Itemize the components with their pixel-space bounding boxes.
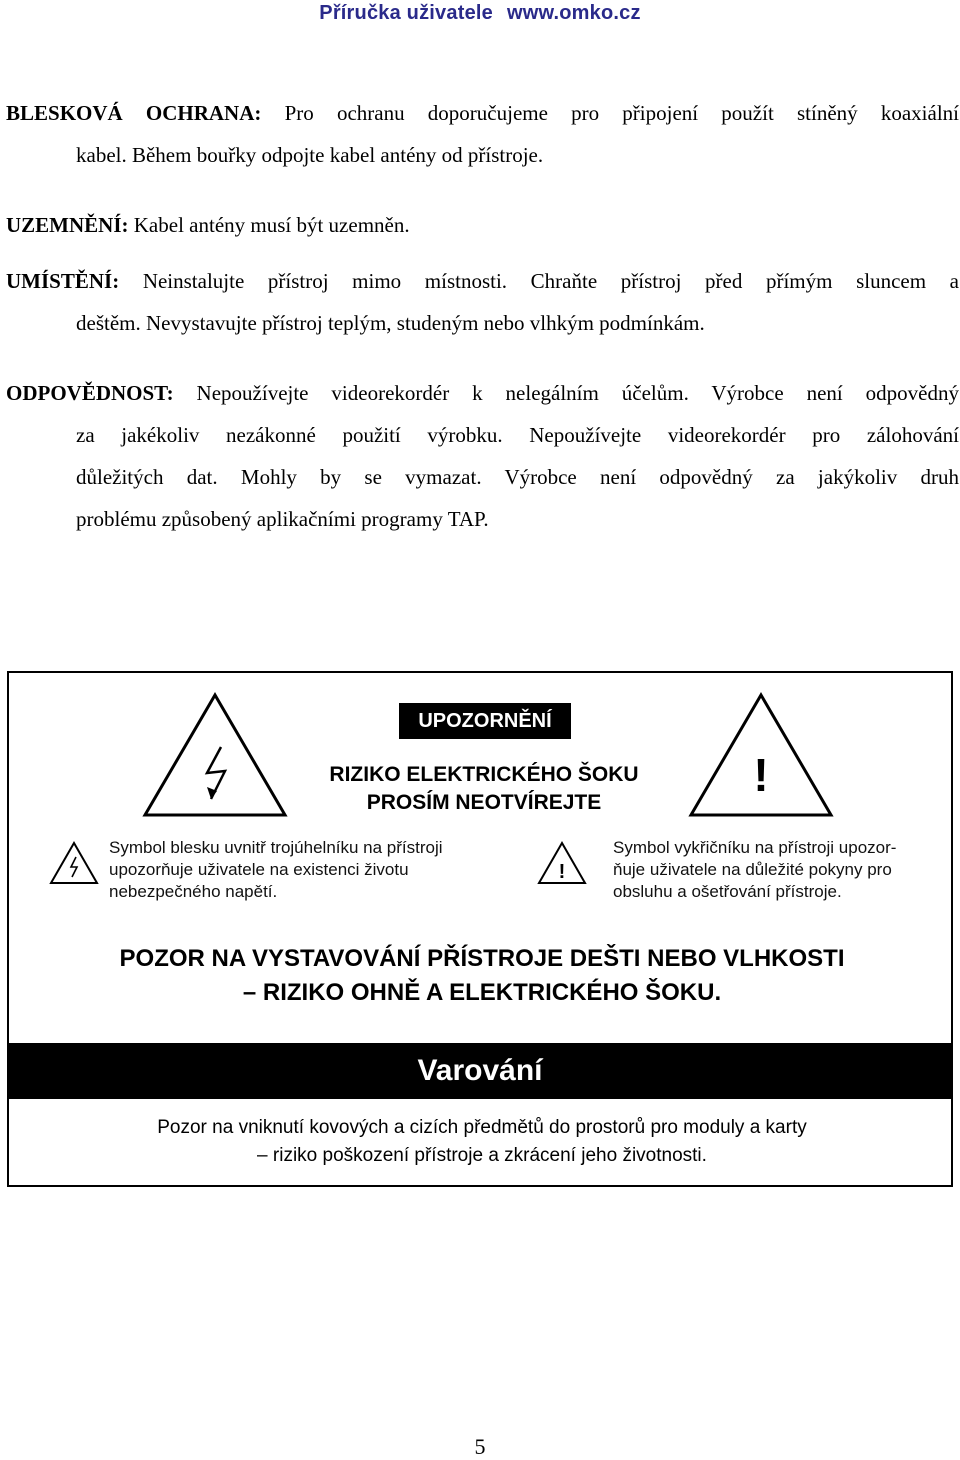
page-number: 5 (474, 1434, 486, 1459)
warning-label (7, 671, 953, 1187)
exclamation-glyph: ! (753, 749, 769, 801)
lightning-symbol-text: Symbol blesku uvnitř trojúhelníku na přístroji upozorňuje uživatele na existenci životu nebezpečného napětí. (109, 838, 443, 901)
section-lightning-protection (6, 92, 959, 176)
pozor-line-2: – RIZIKO OHNĚ A ELEKTRICKÉHO ŠOKU. (242, 979, 722, 1006)
pozor-line-1: POZOR NA VYSTAVOVÁNÍ PŘÍSTROJE DEŠTI NEBO VLHKOSTI (119, 945, 845, 972)
bottom-line-2: – riziko poškození přístroje a zkrácení jeho životnosti. (257, 1145, 707, 1166)
section-label: UZEMNĚNÍ: (6, 213, 129, 237)
section-label: ODPOVĚDNOST: (6, 381, 174, 405)
section-label: BLESKOVÁ OCHRANA: (6, 101, 262, 125)
varovani-bar: Varování (9, 1043, 951, 1099)
exclamation-warning-icon (687, 691, 835, 819)
warning-title: UPOZORNĚNÍ (399, 703, 571, 739)
section-grounding (6, 204, 959, 246)
svg-text:!: ! (558, 861, 566, 883)
small-exclamation-icon (537, 841, 587, 885)
page-header (0, 2, 960, 25)
section-line: UMÍSTĚNÍ: Neinstalujte přístroj mimo místnosti. Chraňte přístroj před přímým sluncem a (6, 269, 959, 293)
exclamation-symbol-text: Symbol vykřičníku na přístroji upozor- ňuje uživatele na důležité pokyny pro obsluhu a ošetřování přístroje. (613, 838, 897, 901)
section-label: UMÍSTĚNÍ: (6, 269, 120, 293)
section-line: kabel. Během bouřky odpojte kabel antény od přístroje. (76, 143, 544, 167)
section-line: BLESKOVÁ OCHRANA: Pro ochranu doporučujeme pro připojení použít stíněný koaxiální (6, 101, 959, 125)
section-line: za jakékoliv nezákonné použití výrobku. Nepoužívejte videorekordér pro zálohování (76, 423, 959, 447)
section-line: deštěm. Nevystavujte přístroj teplým, studeným nebo vlhkým podmínkám. (76, 311, 705, 335)
section-line: důležitých dat. Mohly by se vymazat. Výrobce není odpovědný za jakýkoliv druh (76, 465, 959, 489)
section-placement (6, 260, 959, 344)
section-liability (6, 372, 959, 540)
section-line: ODPOVĚDNOST: Nepoužívejte videorekordér k nelegálním účelům. Výrobce není odpovědný (6, 381, 959, 405)
small-lightning-icon (49, 841, 99, 885)
risk-line-2: PROSÍM NEOTVÍREJTE (366, 791, 602, 814)
header-url: www.omko.cz (506, 2, 641, 24)
header-title: Příručka uživatele (319, 2, 493, 24)
risk-line-1: RIZIKO ELEKTRICKÉHO ŠOKU (329, 763, 639, 786)
section-line: UZEMNĚNÍ: Kabel antény musí být uzemněn. (6, 213, 410, 237)
section-line: problému způsobený aplikačními programy TAP. (76, 507, 489, 531)
bottom-line-1: Pozor na vniknutí kovových a cizích předmětů do prostorů pro moduly a karty (157, 1117, 807, 1138)
